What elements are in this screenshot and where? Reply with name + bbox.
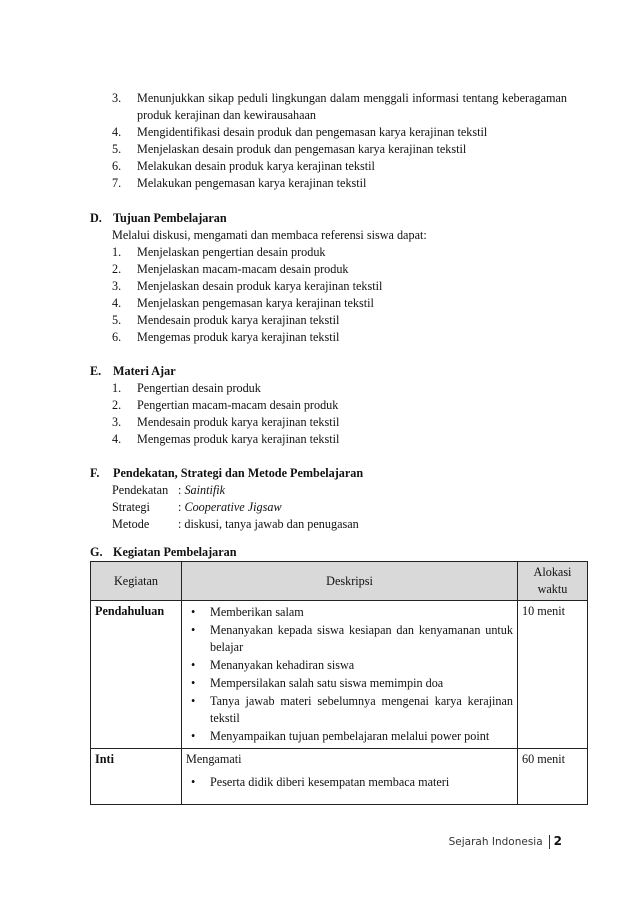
footer-label: Sejarah Indonesia xyxy=(448,836,543,848)
page-number: 2 xyxy=(553,834,562,848)
list-item xyxy=(112,141,567,158)
section-e-letter: E. xyxy=(90,364,102,378)
header-kegiatan: Kegiatan xyxy=(91,562,182,601)
list-item xyxy=(112,158,567,175)
approach-value: : Saintifik xyxy=(178,483,226,497)
list-item xyxy=(112,380,567,397)
section-f-letter: F. xyxy=(90,466,100,480)
alokasi-cell: 60 menit xyxy=(518,749,588,805)
list-text: Mendesain produk karya kerajinan tekstil xyxy=(137,415,340,429)
list-text: Mengemas produk karya kerajinan tekstil xyxy=(137,330,340,344)
section-e-title: Materi Ajar xyxy=(113,364,176,378)
list-text: Mengidentifikasi desain produk dan pengemasan karya kerajinan tekstil xyxy=(137,125,488,139)
table-header-row xyxy=(91,562,588,601)
list-number: 1. xyxy=(112,245,122,259)
list-text: Melakukan pengemasan karya kerajinan tekstil xyxy=(137,176,367,190)
list-item xyxy=(112,124,567,141)
activity-item: • Menyampaikan tujuan pembelajaran melalui power point xyxy=(186,728,513,745)
list-item xyxy=(112,175,567,192)
activities-table xyxy=(90,561,588,805)
list-text: Menjelaskan pengemasan karya kerajinan tekstil xyxy=(137,296,374,310)
list-number: 6. xyxy=(112,159,122,173)
table-row xyxy=(91,749,588,805)
list-item xyxy=(112,90,567,124)
list-item xyxy=(112,431,567,448)
activity-item: • Mempersilakan salah satu siswa memimpin doa xyxy=(186,675,513,692)
learning-objectives-list xyxy=(112,244,567,346)
list-number: 1. xyxy=(112,381,122,395)
list-item xyxy=(112,295,567,312)
activity-item: • Memberikan salam xyxy=(186,604,513,621)
section-g-letter: G. xyxy=(90,545,103,559)
list-text: Menunjukkan sikap peduli lingkungan dalam menggali informasi tentang keberagaman produk kerajinan dan kewirausahaan xyxy=(137,91,567,122)
list-number: 4. xyxy=(112,296,122,310)
header-deskripsi: Deskripsi xyxy=(182,562,518,601)
activity-list xyxy=(186,774,513,791)
strategy-label: Strategi xyxy=(112,500,150,514)
method-row xyxy=(112,516,359,533)
list-number: 5. xyxy=(112,142,122,156)
list-text: Menjelaskan pengertian desain produk xyxy=(137,245,326,259)
indicator-list xyxy=(112,90,567,192)
method-value: : diskusi, tanya jawab dan penugasan xyxy=(178,517,359,531)
list-number: 6. xyxy=(112,330,122,344)
list-text: Mengemas produk karya kerajinan tekstil xyxy=(137,432,340,446)
section-e-heading xyxy=(90,363,176,380)
kegiatan-cell: Inti xyxy=(91,749,182,805)
list-number: 3. xyxy=(112,279,122,293)
list-item xyxy=(112,278,567,295)
list-text: Menjelaskan macam-macam desain produk xyxy=(137,262,349,276)
table-row xyxy=(91,601,588,749)
deskripsi-cell xyxy=(182,601,518,749)
approach-label: Pendekatan xyxy=(112,483,169,497)
teaching-materials-list xyxy=(112,380,567,448)
activity-item: • Peserta didik diberi kesempatan membaca materi xyxy=(186,774,513,791)
list-number: 3. xyxy=(112,91,122,105)
list-number: 5. xyxy=(112,313,122,327)
list-number: 2. xyxy=(112,262,122,276)
strategy-row xyxy=(112,499,282,516)
section-f-heading xyxy=(90,465,363,482)
list-item xyxy=(112,329,567,346)
activity-item: • Tanya jawab materi sebelumnya mengenai karya kerajinan tekstil xyxy=(186,693,513,727)
deskripsi-cell xyxy=(182,749,518,805)
method-label: Metode xyxy=(112,517,150,531)
phase-lead: Mengamati xyxy=(186,752,242,766)
list-item xyxy=(112,244,567,261)
page-footer xyxy=(449,834,562,849)
list-text: Mendesain produk karya kerajinan tekstil xyxy=(137,313,340,327)
footer-separator xyxy=(549,835,550,849)
alokasi-cell: 10 menit xyxy=(518,601,588,749)
list-item xyxy=(112,261,567,278)
section-d-title: Tujuan Pembelajaran xyxy=(113,211,227,225)
section-d-letter: D. xyxy=(90,211,102,225)
list-item xyxy=(112,312,567,329)
activity-list xyxy=(186,604,513,745)
list-number: 7. xyxy=(112,176,122,190)
list-number: 3. xyxy=(112,415,122,429)
section-d-intro: Melalui diskusi, mengamati dan membaca referensi siswa dapat: xyxy=(112,228,427,242)
header-alokasi: Alokasi waktu xyxy=(518,562,588,601)
list-number: 2. xyxy=(112,398,122,412)
list-number: 4. xyxy=(112,432,122,446)
list-item xyxy=(112,397,567,414)
section-f-title: Pendekatan, Strategi dan Metode Pembelajaran xyxy=(113,466,364,480)
activity-item: • Menanyakan kepada siswa kesiapan dan kenyamanan untuk belajar xyxy=(186,622,513,656)
kegiatan-cell: Pendahuluan xyxy=(91,601,182,749)
approach-row xyxy=(112,482,225,499)
list-text: Pengertian macam-macam desain produk xyxy=(137,398,339,412)
section-d-heading xyxy=(90,210,227,227)
table-body xyxy=(91,601,588,805)
list-text: Menjelaskan desain produk karya kerajinan tekstil xyxy=(137,279,383,293)
list-text: Menjelaskan desain produk dan pengemasan karya kerajinan tekstil xyxy=(137,142,467,156)
list-text: Pengertian desain produk xyxy=(137,381,261,395)
section-g-title: Kegiatan Pembelajaran xyxy=(113,545,237,559)
section-g-heading xyxy=(90,544,237,561)
list-number: 4. xyxy=(112,125,122,139)
activity-item: • Menanyakan kehadiran siswa xyxy=(186,657,513,674)
strategy-value: : Cooperative Jigsaw xyxy=(178,500,282,514)
list-item xyxy=(112,414,567,431)
list-text: Melakukan desain produk karya kerajinan tekstil xyxy=(137,159,375,173)
